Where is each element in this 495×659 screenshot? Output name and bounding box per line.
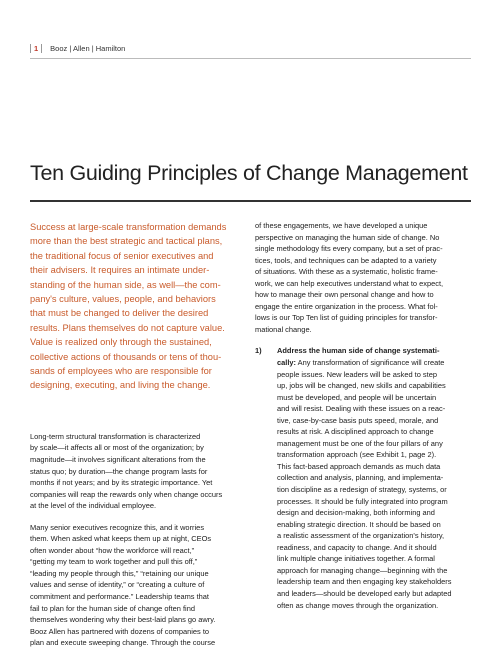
page-number: 1	[30, 44, 42, 53]
firm-name: Booz | Allen | Hamilton	[50, 43, 126, 53]
principle-item	[255, 345, 471, 611]
principle-body	[277, 345, 452, 611]
principle-text: Any transformation of significance will create people issues. New leaders will be asked to step up, jobs will be changed, new skills and capabilities must be developed, and people will be uncertain and will resist. Dealing with these issues on a reac- tive, case-by-case basis puts speed, morale, and results at risk. A disciplined approach to change management must be one of the four pillars of any transformation approach (see Exhibit 1, page 2). This fact-based approach demands as much data collection and analysis, planning, and implementa- tion discipline as a redesign of strategy, systems, or processes. It should be fully integrated into program design and decision-making, both informing and enabling strategic direction. It should be based on a realistic assessment of the organization's history, readiness, and capacity to change. And it should link multiple change initiatives together. A formal approach for managing change—beginning with the leadership team and then engaging key stakeholders and leaders—should be developed early but adapted often as change moves through the organization.	[277, 358, 452, 610]
lead-paragraph: Success at large-scale transformation demands more than the best strategic and tactical plans, the traditional focus of senior executives and their advisers. It requires an intimate under- standing of the human side, as well—the com- pany's culture, values, people, and behaviors that must be changed to deliver the desired results. Plans themselves do not capture value. Value is realized only through the sustained, collective actions of thousands or tens of thou- sands of employees who are responsible for designing, executing, and living the change.	[30, 222, 227, 391]
body-paragraph: Many senior executives recognize this, and it worries them. When asked what keeps them up at night, CEOs often wonder about “how the workforce will react,” “getting my team to work together and pull this off,” “leading my people through this,” “retaining our unique values and sense of identity,” or “creating a culture of commitment and performance.” Leadership teams that fail to plan for the human side of change often find themselves wondering why their best-laid plans go awry. Booz Allen has partnered with dozens of companies to plan and execute sweeping change. Through the course	[30, 522, 216, 648]
page-title: Ten Guiding Principles of Change Management	[30, 161, 468, 186]
header-divider	[30, 58, 471, 59]
principle-heading: Address the human side of change systemati- cally:	[277, 346, 440, 368]
left-column	[30, 220, 244, 659]
intro-paragraph: of these engagements, we have developed a unique perspective on managing the human side of change. No single methodology fits every company, but a set of prac- tices, tools, and techniques can be adapted to a variety of situations. With these as a systematic, holistic frame- work, we can help executives understand what to expect, how to manage their own personal change and how to engage the entire organization in the process. What fol- lows is our Top Ten list of guiding principles for transfor- mational change.	[255, 221, 444, 334]
body-paragraph: Long-term structural transformation is characterized by scale—it affects all or most of the organization; by magnitude—it involves significant alterations from the status quo; by duration—the change program lasts for months if not years; and by its strategic importance. Yet companies will reap the rewards only when change occurs at the level of the individual employee.	[30, 431, 223, 511]
title-divider	[30, 200, 471, 202]
page-header	[30, 40, 125, 56]
right-column	[255, 220, 471, 611]
principle-number: 1)	[255, 346, 262, 356]
